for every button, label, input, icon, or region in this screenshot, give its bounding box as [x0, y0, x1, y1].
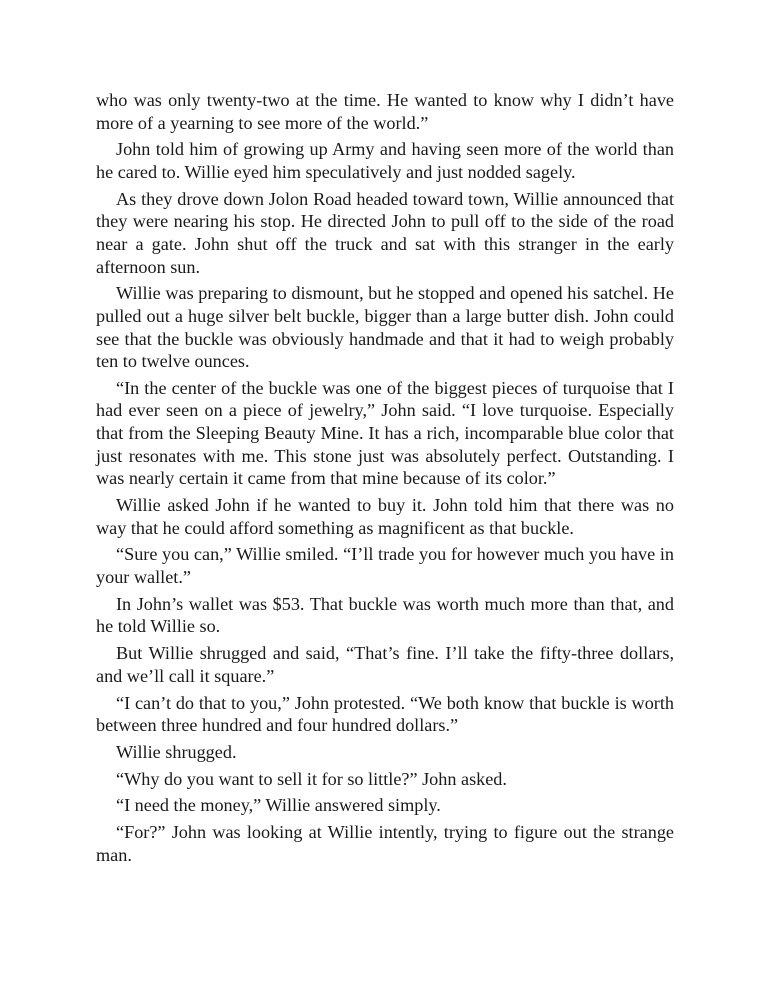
- paragraph: As they drove down Jolon Road headed toward town, Willie announced that they were nearing his stop. He directed John to pull off to the side of the road near a gate. John shut off the truck and sat with this stranger in the early afternoon sun.: [96, 188, 674, 277]
- paragraph: “Sure you can,” Willie smiled. “I’ll trade you for however much you have in your wallet.”: [96, 544, 674, 587]
- paragraph: “In the center of the buckle was one of the biggest pieces of turquoise that I had ever seen on a piece of jewelry,” John said. “I love turquoise. Especially that from the Sleeping Beauty Mine. It has a rich, incomparable blue color that just resonates with me. This stone just was absolutely perfect. Outstanding. I was nearly certain it came from that mine because of its color.”: [96, 377, 674, 489]
- paragraph: “I can’t do that to you,” John protested. “We both know that buckle is worth between three hundred and four hundred dollars.”: [96, 692, 674, 736]
- book-page: [96, 89, 674, 871]
- paragraph: “Why do you want to sell it for so little?” John asked.: [116, 768, 507, 789]
- paragraph: Willie asked John if he wanted to buy it. John told him that there was no way that he could afford something as magnificent as that buckle.: [96, 495, 674, 538]
- paragraph: “For?” John was looking at Willie intently, trying to figure out the strange man.: [96, 822, 674, 865]
- paragraph: John told him of growing up Army and having seen more of the world than he cared to. Willie eyed him speculatively and just nodded sagely.: [96, 139, 674, 182]
- paragraph: Willie was preparing to dismount, but he stopped and opened his satchel. He pulled out a huge silver belt buckle, bigger than a large butter dish. John could see that the buckle was obviously handmade and that it had to weigh probably ten to twelve ounces.: [96, 283, 674, 372]
- paragraph: Willie shrugged.: [116, 741, 237, 762]
- paragraph: But Willie shrugged and said, “That’s fine. I’ll take the fifty-three dollars, and we’ll call it square.”: [96, 643, 674, 686]
- paragraph: In John’s wallet was $53. That buckle was worth much more than that, and he told Willie so.: [96, 593, 674, 637]
- paragraph: “I need the money,” Willie answered simply.: [116, 795, 441, 816]
- paragraph-continued: who was only twenty-two at the time. He wanted to know why I didn’t have more of a yearning to see more of the world.”: [96, 90, 674, 133]
